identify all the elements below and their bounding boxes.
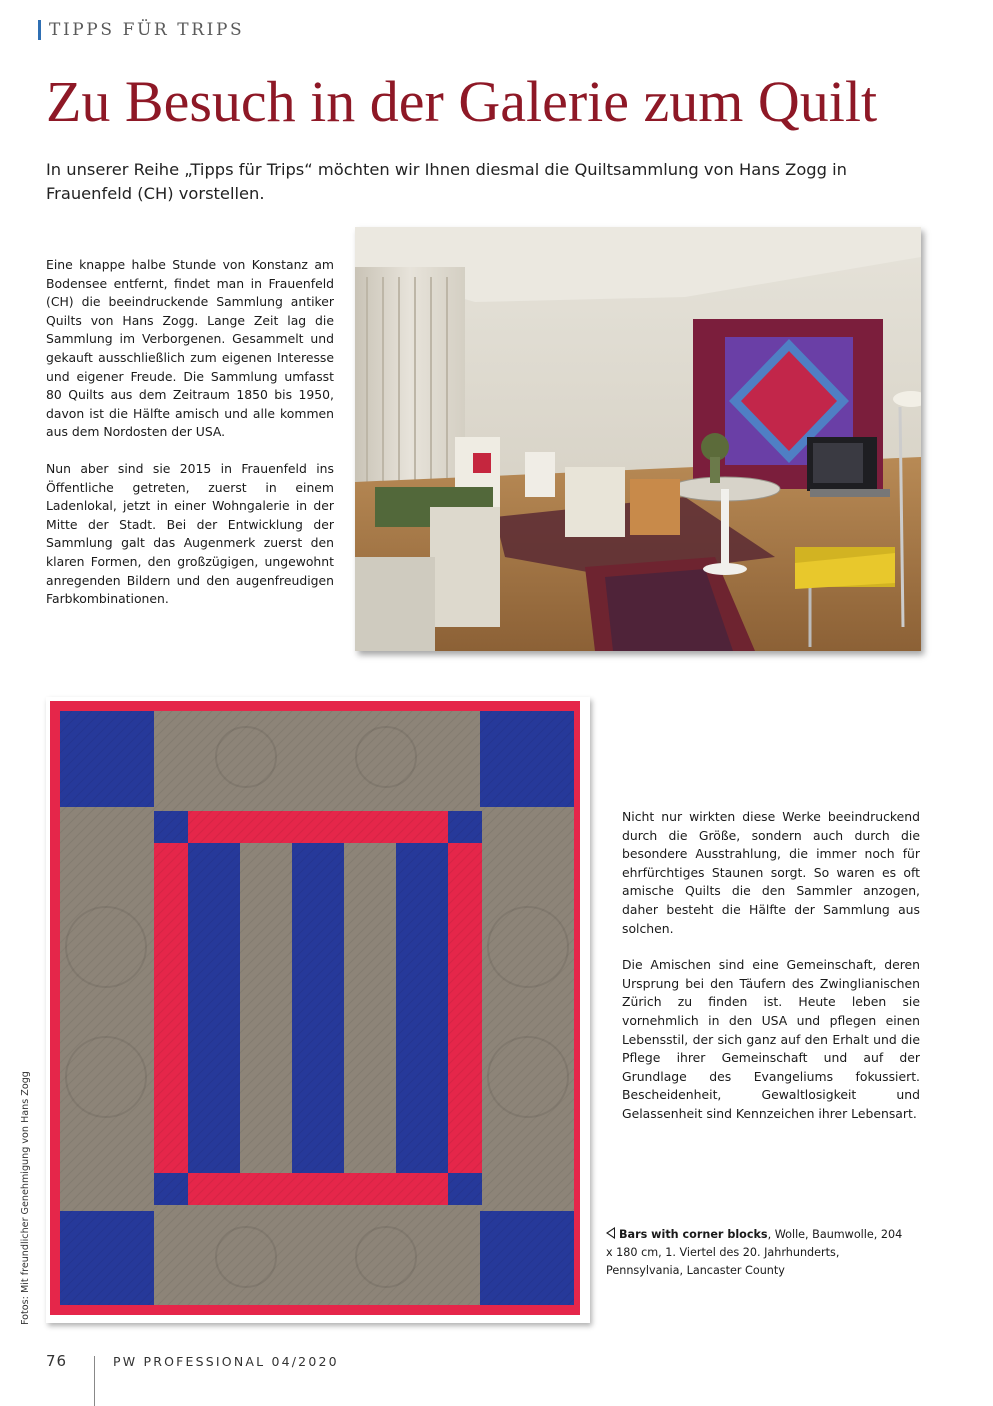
page-title: Zu Besuch in der Galerie zum Quilt bbox=[46, 69, 878, 134]
quilt-caption bbox=[606, 1226, 906, 1280]
quilt-illustration bbox=[46, 697, 590, 1323]
gallery-room-photo bbox=[355, 227, 921, 651]
gallery-room-illustration bbox=[355, 227, 921, 651]
caption-text: , Wolle, Baumwolle, 204 x 180 cm, 1. Viertel des 20. Jahrhunderts, Pennsylvania, Lancaster County bbox=[606, 1228, 903, 1277]
quilt-photo bbox=[46, 697, 590, 1323]
paragraph: Eine knappe halbe Stunde von Konstanz am Bodensee entfernt, findet man in Frauenfeld (CH) die beeindruckende Sammlung antiker Quilts von Hans Zogg. Lange Zeit lag die Sammlung im Verborgenen. Gesammelt und gekauft ausschließlich zum eigenen Interesse und eigener Freude. Die Sammlung umfasst 80 Quilts aus dem Zeitraum 1850 bis 1950, davon ist die Hälfte amisch und alle kommen aus dem Nordosten der USA. bbox=[46, 257, 334, 440]
section-kicker: TIPPS FÜR TRIPS bbox=[38, 20, 244, 40]
paragraph: Nun aber sind sie 2015 in Frauenfeld ins Öffentliche getreten, zuerst in einem Ladenlokal, jetzt in einer Wohngalerie in der Mitte der Stadt. Bei der Entwicklung der Sammlung galt das Augenmerk zuerst den klaren Formen, den großzügigen, ungewohnt anregenden Bildern und den augenfreudigen Farbkombinationen. bbox=[46, 460, 334, 607]
page-number: 76 bbox=[46, 1352, 68, 1370]
photo-credit: Fotos: Mit freundlicher Genehmigung von Hans Zogg bbox=[20, 1071, 31, 1325]
text-column-left bbox=[46, 256, 334, 627]
paragraph: Nicht nur wirkten diese Werke beeindruckend durch die Größe, sondern auch durch die besondere Ausstrahlung, die immer noch für ehrfürchtiges Staunen sorgt. So waren es oft amische Quilts die den Sammler anzogen, daher besteht die Hälfte der Sammlung aus solchen. bbox=[622, 809, 920, 936]
lede-paragraph: In unserer Reihe „Tipps für Trips“ möchten wir Ihnen diesmal die Quiltsammlung von Hans Zogg in Frauenfeld (CH) vorstellen. bbox=[46, 160, 847, 203]
caption-arrow-icon bbox=[606, 1227, 615, 1239]
magazine-issue: PW PROFESSIONAL 04/2020 bbox=[113, 1354, 339, 1369]
footer-divider bbox=[94, 1356, 95, 1406]
paragraph: Die Amischen sind eine Gemeinschaft, deren Ursprung bei den Täufern des Zwinglianischen Zürich zu finden ist. Heute leben sie vornehmlich in den USA und pflegen einen Lebensstil, der sich ganz auf den Erhalt und die Pflege ihrer Gemeinschaft und auf der Grundlage des Evangeliums fokussiert. Bescheidenheit, Gewaltlosigkeit und Gelassenheit sind Kennzeichen ihrer Lebensart. bbox=[622, 957, 920, 1121]
caption-title: Bars with corner blocks bbox=[619, 1228, 768, 1241]
text-column-right bbox=[622, 808, 920, 1142]
